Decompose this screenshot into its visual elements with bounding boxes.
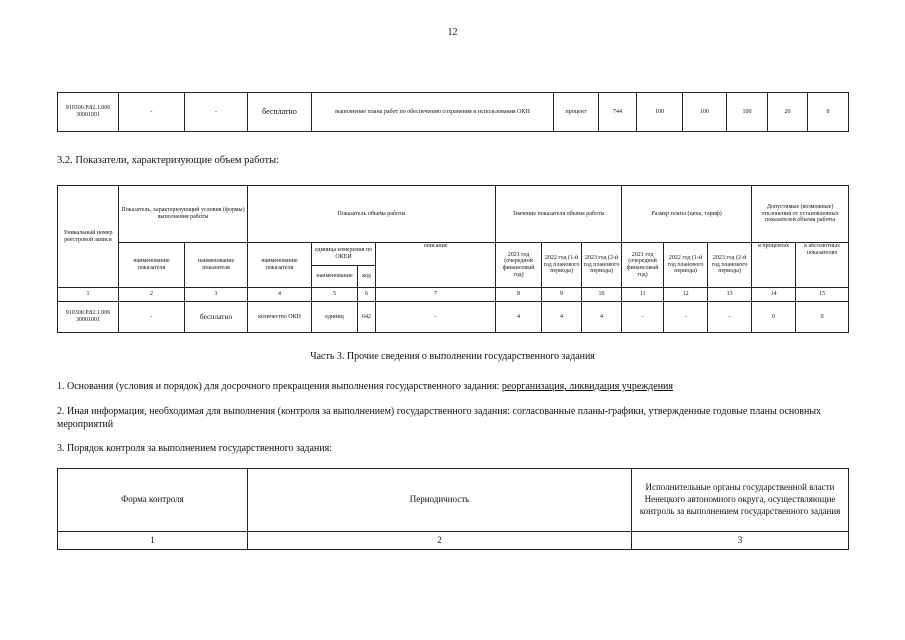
table-cell: 744 xyxy=(599,93,637,132)
header-cell: описание xyxy=(376,243,496,288)
column-number: 1 xyxy=(58,532,248,550)
header-cell: наименование показателя xyxy=(185,243,248,288)
table-cell: 910300.Р.82.1.006 30001001 xyxy=(58,93,119,132)
table-cell: бесплатно xyxy=(248,93,312,132)
header-cell: 2023 год (2-й год планового периода) xyxy=(582,243,622,288)
quality-indicators-table xyxy=(57,92,849,132)
part-3-title: Часть 3. Прочие сведения о выполнении государственного задания xyxy=(310,351,595,362)
header-cell: 2023 год (2-й год планового периода) xyxy=(708,243,752,288)
column-number: 3 xyxy=(185,288,248,302)
table-cell: - xyxy=(185,93,248,132)
header-cell: в абсолютных показателях xyxy=(796,243,849,288)
header-row xyxy=(58,186,849,243)
column-number: 9 xyxy=(542,288,582,302)
column-number: 15 xyxy=(796,288,849,302)
header-cell: наименование xyxy=(312,265,358,287)
column-number: 7 xyxy=(376,288,496,302)
header-cell: код xyxy=(358,265,376,287)
table-cell: - xyxy=(376,302,496,333)
column-number: 3 xyxy=(632,532,849,550)
column-number: 6 xyxy=(358,288,376,302)
header-unique-number: Уникальный номер реестровой записи xyxy=(58,186,119,288)
control-procedure-table xyxy=(57,468,849,550)
header-row xyxy=(58,469,849,532)
item-1-text: 1. Основания (условия и порядок) для досрочного прекращения выполнения государственного задания: xyxy=(57,381,502,392)
header-cell: в процентах xyxy=(752,243,796,288)
table-cell: 4 xyxy=(542,302,582,333)
volume-indicators-table xyxy=(57,185,849,333)
header-value: Значение показателя объема работы xyxy=(496,186,622,243)
table-cell: единиц xyxy=(312,302,358,333)
table-cell: количество ОКН xyxy=(248,302,312,333)
column-number: 10 xyxy=(582,288,622,302)
column-number-row xyxy=(58,288,849,302)
header-price: Размер платы (цена, тариф) xyxy=(622,186,752,243)
table-cell: - xyxy=(119,93,185,132)
header-periodicity: Периодичность xyxy=(248,469,632,532)
table-row xyxy=(58,302,849,333)
table-cell: процент xyxy=(554,93,599,132)
item-1-paragraph xyxy=(57,380,847,393)
header-volume: Показатель объема работы xyxy=(248,186,496,243)
header-cell: наименование показателя xyxy=(248,243,312,288)
header-row xyxy=(58,243,849,265)
item-2-paragraph: 2. Иная информация, необходимая для выполнения (контроля за выполнением) государственного задания: согласованные планы-графики, утвержденные годовые планы основных мероприятий xyxy=(57,406,822,430)
header-cell: наименование показателя xyxy=(119,243,185,288)
header-conditions: Показатель, характеризующий условия (формы) выполнения работы xyxy=(119,186,248,243)
item-1-underlined: реорганизация, ликвидация учреждения xyxy=(501,381,674,392)
table-cell: 20 xyxy=(768,93,808,132)
table-cell: - xyxy=(119,302,185,333)
item-3-paragraph: 3. Порядок контроля за выполнением государственного задания: xyxy=(57,443,332,454)
table-cell: выполнение плана работ по обеспечению сохранения и использования ОКН xyxy=(312,93,554,132)
page-number: 12 xyxy=(447,27,458,38)
column-number-row xyxy=(58,532,849,550)
header-cell: 2022 год (1-й год планового периода) xyxy=(664,243,708,288)
column-number: 2 xyxy=(119,288,185,302)
table-cell: 100 xyxy=(637,93,683,132)
table-cell: 4 xyxy=(496,302,542,333)
column-number: 13 xyxy=(708,288,752,302)
header-control-bodies: Исполнительные органы государственной власти Ненецкого автономного округа, осуществляющие контроль за выполнением государственного задания xyxy=(632,469,849,532)
table-cell: - xyxy=(708,302,752,333)
table-cell: 642 xyxy=(358,302,376,333)
table-cell: 0 xyxy=(796,302,849,333)
header-cell: 2022 год (1-й год планового периода) xyxy=(542,243,582,288)
column-number: 14 xyxy=(752,288,796,302)
table-cell: 0 xyxy=(752,302,796,333)
header-cell: 2021 год (очередной финансовый год) xyxy=(496,243,542,288)
header-control-form: Форма контроля xyxy=(58,469,248,532)
table-row xyxy=(58,93,849,132)
table-cell: - xyxy=(664,302,708,333)
table-cell: 4 xyxy=(582,302,622,333)
column-number: 1 xyxy=(58,288,119,302)
header-cell: единица измерения по ОКЕИ xyxy=(312,243,376,265)
section-title: 3.2. Показатели, характеризующие объем работы: xyxy=(57,155,280,166)
table-cell: 100 xyxy=(683,93,727,132)
column-number: 8 xyxy=(496,288,542,302)
table-cell: - xyxy=(622,302,664,333)
column-number: 12 xyxy=(664,288,708,302)
table-cell: 0 xyxy=(808,93,849,132)
table-cell: 100 xyxy=(727,93,768,132)
column-number: 5 xyxy=(312,288,358,302)
table-cell: 910300.Р.82.1.006 30001001 xyxy=(58,302,119,333)
column-number: 4 xyxy=(248,288,312,302)
header-cell: 2021 год (очередной финансовый год) xyxy=(622,243,664,288)
header-deviation: Допустимые (возможные) отклонения от установленных показателей объема работы xyxy=(752,186,849,243)
column-number: 2 xyxy=(248,532,632,550)
column-number: 11 xyxy=(622,288,664,302)
table-cell: бесплатно xyxy=(185,302,248,333)
